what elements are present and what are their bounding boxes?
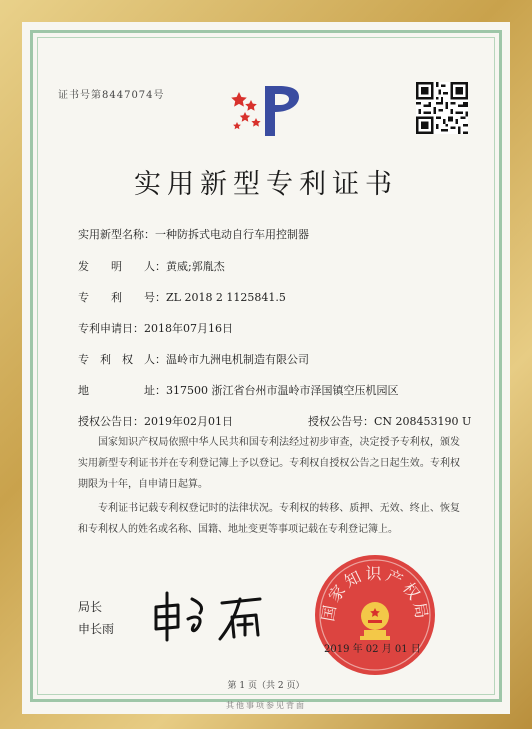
page-number: 第 1 页（共 2 页）: [227, 681, 305, 691]
field-label: 授权公告日：: [78, 415, 144, 428]
certificate-number: 证书号第8447074号: [58, 90, 165, 101]
field-inventor: [78, 258, 225, 274]
field-utility-model-name: [78, 226, 309, 242]
director-name: 申长雨: [78, 622, 115, 636]
field-grant-date: [78, 413, 233, 429]
certificate-title: 实用新型专利证书: [134, 169, 398, 200]
director-signature: [148, 585, 278, 645]
field-value: 温岭市九洲电机制造有限公司: [166, 353, 309, 366]
field-value: 2018年07月16日: [144, 322, 233, 335]
field-value: 2019年02月01日: [144, 415, 233, 428]
official-seal-icon: [310, 550, 440, 680]
cnipa-logo-icon: [225, 78, 305, 140]
qr-code-icon: [416, 82, 468, 134]
field-label: 发 明 人：: [78, 260, 166, 273]
seal-date: 2019 年 02 月 01 日: [324, 644, 421, 655]
field-label: 专 利 号：: [78, 291, 166, 304]
field-value: 一种防拆式电动自行车用控制器: [155, 228, 309, 241]
field-label: 实用新型名称：: [78, 228, 155, 241]
field-label: 专 利 权 人：: [78, 353, 166, 366]
field-address: [78, 382, 399, 398]
field-patent-number: [78, 289, 286, 305]
director-role: 局长: [78, 600, 103, 614]
field-patentee: [78, 351, 309, 367]
field-label: 授权公告号：: [308, 415, 374, 428]
seal-text: 国家知识产权局: [318, 564, 432, 623]
field-value: 黄威;郭胤杰: [166, 260, 225, 273]
field-value: ZL 2018 2 1125841.5: [166, 291, 286, 304]
field-value: CN 208453190 U: [374, 415, 472, 428]
bottom-strip-text: 其他事项参见背面: [226, 701, 306, 710]
grant-statement-paragraph: 国家知识产权局依照中华人民共和国专利法经过初步审查，决定授予专利权，颁发实用新型专利证书并在专利登记簿上予以登记。专利权自授权公告之日起生效。专利权期限为十年，自申请日起算。: [78, 437, 460, 490]
field-grant-number: [308, 413, 471, 429]
legal-status-paragraph: 专利证书记载专利权登记时的法律状况。专利权的转移、质押、无效、终止、恢复和专利权人的姓名或名称、国籍、地址变更等事项记载在专利登记簿上。: [78, 503, 460, 535]
field-label: 地 址：: [78, 384, 166, 397]
field-value: 317500 浙江省台州市温岭市泽国镇空压机园区: [166, 384, 399, 397]
field-label: 专利申请日：: [78, 322, 144, 335]
field-filing-date: [78, 320, 233, 336]
